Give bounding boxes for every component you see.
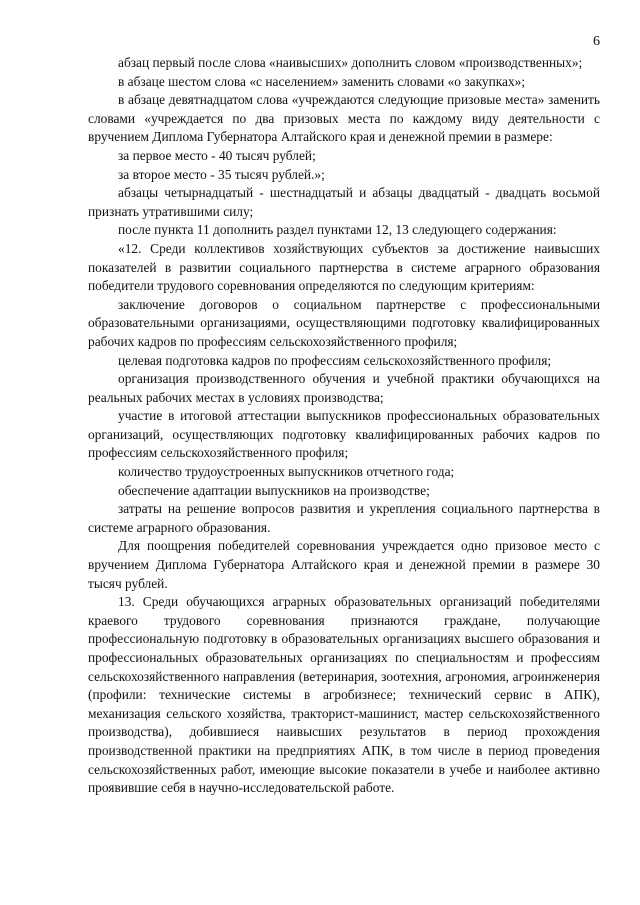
paragraph-4: за первое место - 40 тысяч рублей; [118, 147, 316, 163]
paragraph-10: целевая подготовка кадров по профессиям сельскохозяйственного профиля; [118, 352, 552, 368]
paragraph-3: в абзаце девятнадцатом слова «учреждаются следующие призовые места» заменить словами «учреждается по два призовых места по каждому виду деятельности с вручением Диплома Губернатора Алтайского края и денежной премии в размере: [88, 92, 600, 145]
paragraph-14: обеспечение адаптации выпускников на производстве; [118, 482, 430, 498]
paragraph-7: после пункта 11 дополнить раздел пунктами 12, 13 следующего содержания: [118, 222, 557, 238]
paragraph-1: абзац первый после слова «наивысших» дополнить словом «производственных»; [118, 55, 583, 70]
paragraph-8: «12. Среди коллективов хозяйствующих субъектов за достижение наивысших показателей в развитии социального партнерства в системе аграрного образования победители трудового соревнования определяются по следующим критериям: [88, 240, 600, 294]
paragraph-5: за второе место - 35 тысяч рублей.»; [118, 166, 325, 182]
paragraph-15: затраты на решение вопросов развития и укрепления социального партнерства в системе аграрного образования. [88, 501, 600, 535]
paragraph-12: участие в итоговой аттестации выпускников профессиональных образовательных организаций, осуществляющих подготовку квалифицированных рабочих кадров по профессиям сельскохозяйственного профиля; [88, 408, 600, 461]
paragraph-11: организация производственного обучения и учебной практики обучающихся на реальных рабочих местах в условиях производства; [88, 371, 600, 405]
paragraph-9: заключение договоров о социальном партнерстве с профессиональными образовательными организациями, осуществляющими подготовку квалифицированных рабочих кадров по профессиям сельскохозяйственного профиля; [88, 296, 600, 349]
paragraph-17: 13. Среди обучающихся аграрных образовательных организаций победителями краевого трудового соревнования признаются граждане, получающие профессиональную подготовку в образовательных организациях высшего образования и профессиональных образовательных организациях по специальностям и профессиям сельскохозяйственного направления (ветеринария, зоотехния, агрономия, агроинженерия (профили: технические системы в агробизнесе; технический сервис в АПК), механизация сельского хозяйства, тракторист-машинист, мастер сельскохозяйственного производства), добившиеся наивысших результатов в период прохождения производственной практики на предприятиях АПК, в том числе в период проведения сельскохозяйственных работ, имеющие высокие показатели в учебе и наиболее активно проявившие себя в научно-исследовательской работе. [88, 594, 600, 796]
paragraph-6: абзацы четырнадцатый - шестнадцатый и абзацы двадцатый - двадцать восьмой признать утратившими силу; [88, 185, 600, 219]
document-body [88, 54, 600, 798]
paragraph-16: Для поощрения победителей соревнования учреждается одно призовое место с вручением Диплома Губернатора Алтайского края и денежной премии в размере 30 тысяч рублей. [88, 538, 600, 591]
paragraph-13: количество трудоустроенных выпускников отчетного года; [118, 464, 455, 480]
page-number: 6 [593, 34, 600, 49]
paragraph-2: в абзаце шестом слова «с населением» заменить словами «о закупках»; [118, 73, 526, 89]
